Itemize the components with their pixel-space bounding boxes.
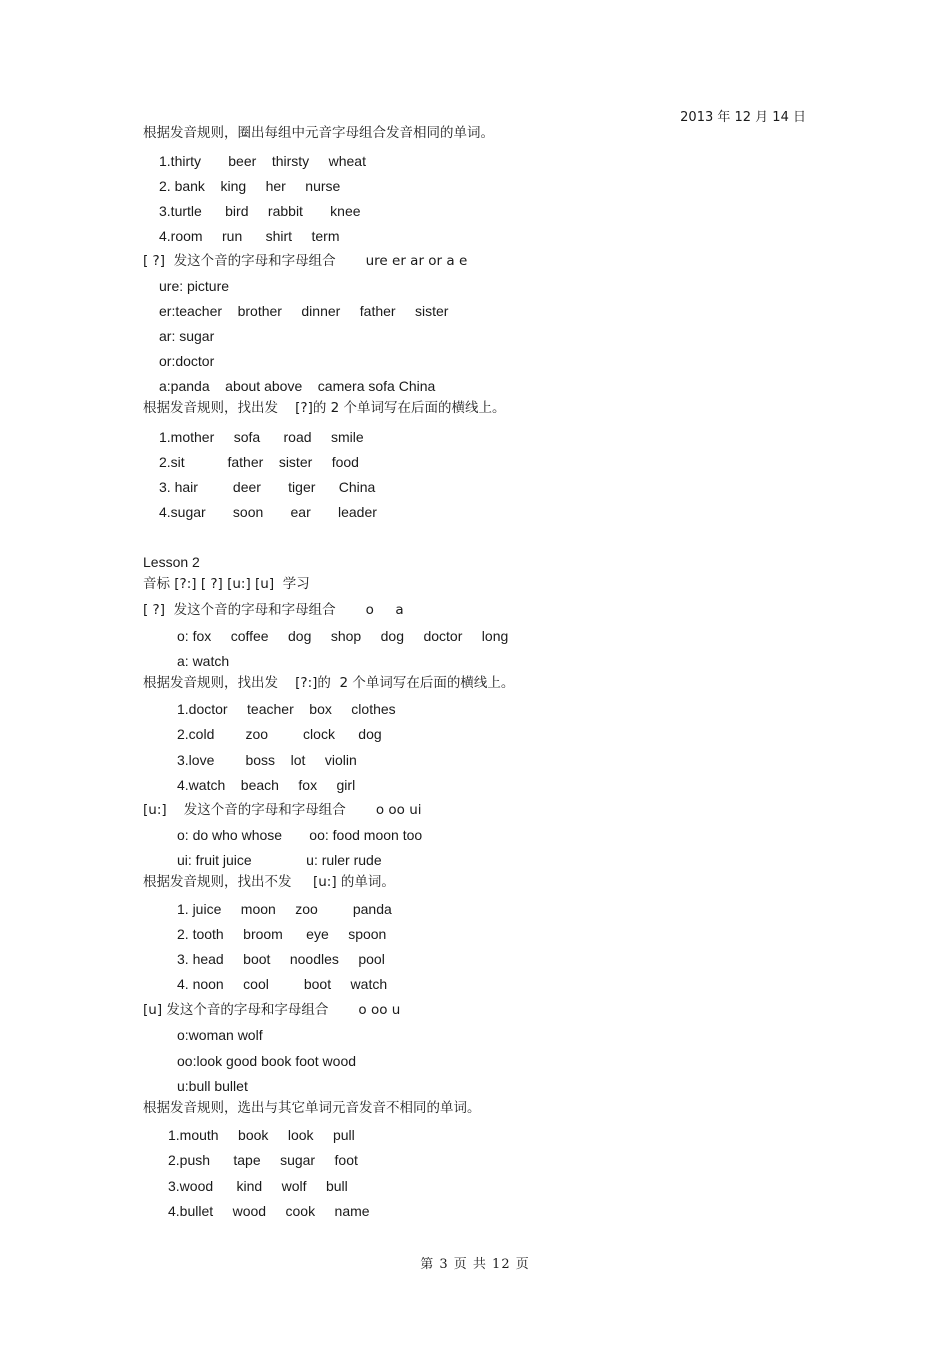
text-line: u:bull bullet [177, 1078, 248, 1094]
text-line: 3. hair deer tiger China [159, 479, 376, 495]
text-line: 2. tooth broom eye spoon [177, 926, 387, 942]
text-line: 2.sit father sister food [159, 454, 359, 470]
text-line: 4.bullet wood cook name [168, 1203, 370, 1219]
text-line: o:woman wolf [177, 1027, 263, 1043]
text-line: 1.doctor teacher box clothes [177, 701, 396, 717]
text-line: 根据发音规则，找出发 [?]的 2 个单词写在后面的横线上。 [143, 400, 506, 416]
text-line: [ ?] 发这个音的字母和字母组合 ure er ar or a e [143, 253, 468, 269]
text-line: 4.sugar soon ear leader [159, 504, 377, 520]
text-line: a: watch [177, 653, 230, 669]
text-line: or:doctor [159, 353, 215, 369]
text-line: 根据发音规则，选出与其它单词元音发音不相同的单词。 [143, 1100, 481, 1116]
text-line: ui: fruit juice u: ruler rude [177, 852, 382, 868]
text-line: 2.push tape sugar foot [168, 1152, 358, 1168]
text-line: 4. noon cool boot watch [177, 976, 388, 992]
text-line: 1. juice moon zoo panda [177, 901, 392, 917]
text-line: 1.thirty beer thirsty wheat [159, 153, 366, 169]
text-line: 3. head boot noodles pool [177, 951, 385, 967]
text-line: 1.mother sofa road smile [159, 429, 364, 445]
text-line: 2. bank king her nurse [159, 178, 341, 194]
text-line: 3.turtle bird rabbit knee [159, 203, 361, 219]
document-body [143, 124, 843, 1220]
text-line: a:panda about above camera sofa China [159, 378, 436, 394]
text-line: 音标 [?:] [ ?] [u:] [u] 学习 [143, 576, 310, 592]
text-line: o: fox coffee dog shop dog doctor long [177, 628, 509, 644]
header-date: 2013 年 12 月 14 日 [680, 110, 806, 125]
text-line: 3.love boss lot violin [177, 752, 357, 768]
text-line: 1.mouth book look pull [168, 1127, 355, 1143]
text-line: 根据发音规则，圈出每组中元音字母组合发音相同的单词。 [143, 125, 494, 141]
text-line: [u:] 发这个音的字母和字母组合 o oo ui [143, 802, 422, 818]
text-line: Lesson 2 [143, 554, 200, 570]
text-line: 4.watch beach fox girl [177, 777, 356, 793]
text-line: 2.cold zoo clock dog [177, 726, 382, 742]
text-line: ar: sugar [159, 328, 215, 344]
text-line: 4.room run shirt term [159, 228, 340, 244]
text-line: 根据发音规则，找出不发 [u:] 的单词。 [143, 874, 395, 890]
page-footer: 第 3 页 共 12 页 [420, 1257, 530, 1272]
text-line: [u] 发这个音的字母和字母组合 o oo u [143, 1002, 401, 1018]
text-line: [ ?] 发这个音的字母和字母组合 o a [143, 602, 404, 618]
text-line: ure: picture [159, 278, 230, 294]
text-line: o: do who whose oo: food moon too [177, 827, 423, 843]
text-line: er:teacher brother dinner father sister [159, 303, 449, 319]
text-line: 根据发音规则，找出发 [?:]的 2 个单词写在后面的横线上。 [143, 675, 515, 691]
text-line: 3.wood kind wolf bull [168, 1178, 348, 1194]
text-line: oo:look good book foot wood [177, 1053, 357, 1069]
